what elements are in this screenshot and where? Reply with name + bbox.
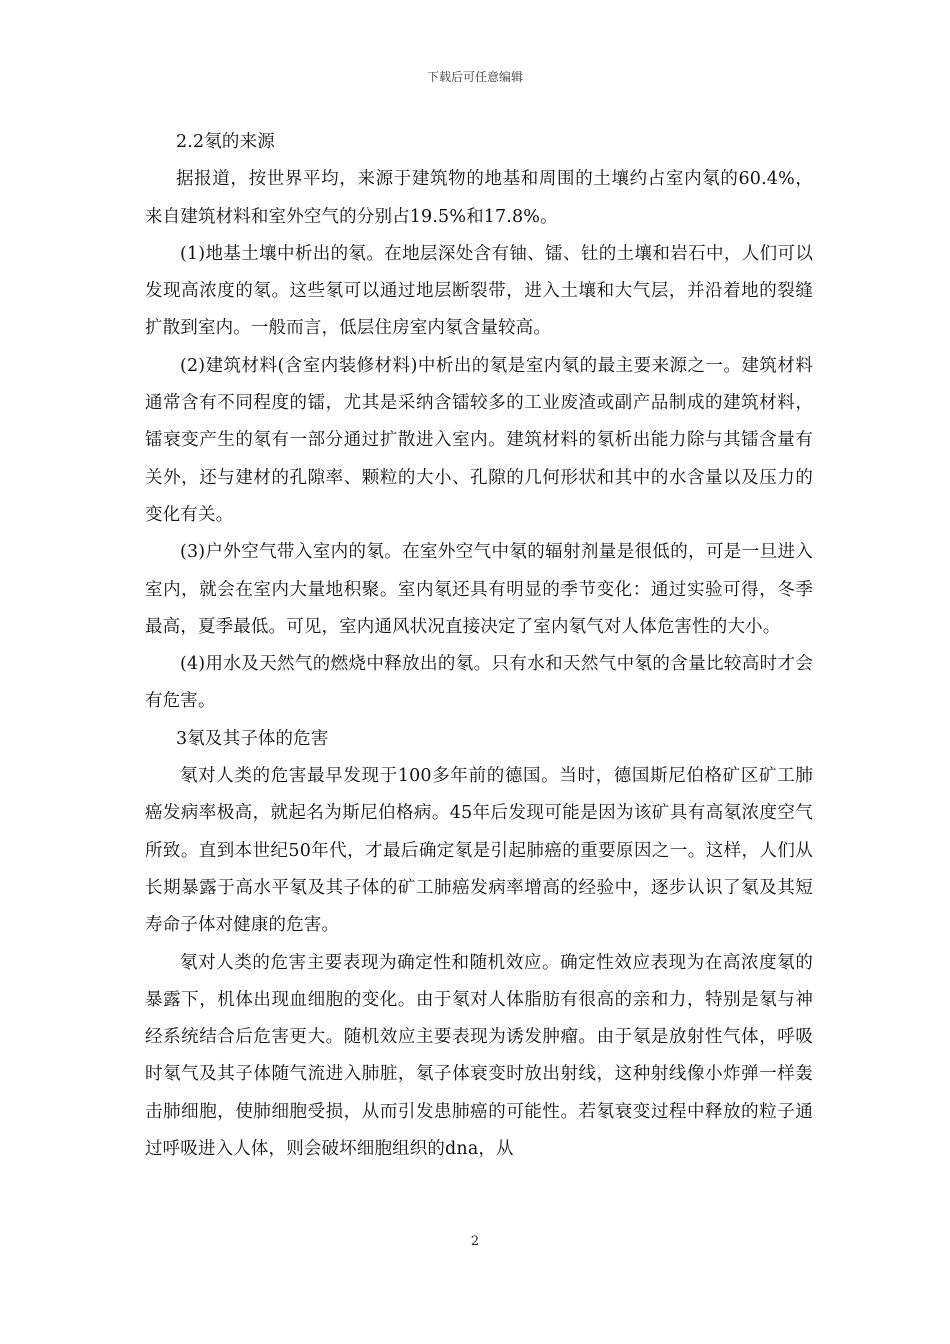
paragraph-hazard-effects: 氡对人类的危害主要表现为确定性和随机效应。确定性效应表现为在高浓度氡的暴露下，机体出现血细胞的变化。由于氡对人体脂肪有很高的亲和力，特别是氡与神经系统结合后危害更大。随机效应主要表现为诱发肿瘤。由于氡是放射性气体，呼吸时氡气及其子体随气流进入肺脏，氡子体衰变时放出射线，这种射线像小炸弹一样轰击肺细胞，使肺细胞受损，从而引发患肺癌的可能性。若氡衰变过程中释放的粒子通过呼吸进入人体，则会破坏细胞组织的dna，从	[145, 952, 813, 1160]
document-body	[145, 124, 813, 1168]
section-heading-2-2: 2.2氡的来源	[176, 132, 275, 152]
page-number: 2	[470, 1234, 480, 1249]
section-heading-3: 3氡及其子体的危害	[176, 728, 329, 749]
paragraph-item-3: (3)户外空气带入室内的氡。在室外空气中氡的辐射剂量是很低的，可是一旦进入室内，就会在室内大量地积聚。室内氡还具有明显的季节变化：通过实验可得，冬季最高，夏季最低。可见，室内通风状况直接决定了室内氡气对人体危害性的大小。	[145, 542, 813, 637]
page-header: 下载后可任意编辑	[426, 70, 523, 84]
paragraph-intro: 据报道，按世界平均，来源于建筑物的地基和周围的土壤约占室内氡的60.4%，来自建筑材料和室外空气的分别占19.5%和17.8%。	[145, 169, 813, 227]
paragraph-item-2: (2)建筑材料(含室内装修材料)中析出的氡是室内氡的最主要来源之一。建筑材料通常含有不同程度的镭，尤其是采纳含镭较多的工业废渣或副产品制成的建筑材料，镭衰变产生的氡有一部分通过扩散进入室内。建筑材料的氡析出能力除与其镭含量有关外，还与建材的孔隙率、颗粒的大小、孔隙的几何形状和其中的水含量以及压力的变化有关。	[145, 355, 813, 525]
paragraph-item-4: (4)用水及天然气的燃烧中释放出的氡。只有水和天然气中氡的含量比较高时才会有危害。	[145, 654, 813, 712]
paragraph-hazard-history: 氡对人类的危害最早发现于100多年前的德国。当时，德国斯尼伯格矿区矿工肺癌发病率极高，就起名为斯尼伯格病。45年后发现可能是因为该矿具有高氡浓度空气所致。直到本世纪50年代，才最后确定氡是引起肺癌的重要原因之一。这样，人们从长期暴露于高水平氡及其子体的矿工肺癌发病率增高的经验中，逐步认识了氡及其短寿命子体对健康的危害。	[145, 766, 813, 936]
paragraph-item-1: (1)地基土壤中析出的氡。在地层深处含有铀、镭、钍的土壤和岩石中，人们可以发现高浓度的氡。这些氡可以通过地层断裂带，进入土壤和大气层，并沿着地的裂缝扩散到室内。一般而言，低层住房室内氡含量较高。	[145, 243, 813, 339]
